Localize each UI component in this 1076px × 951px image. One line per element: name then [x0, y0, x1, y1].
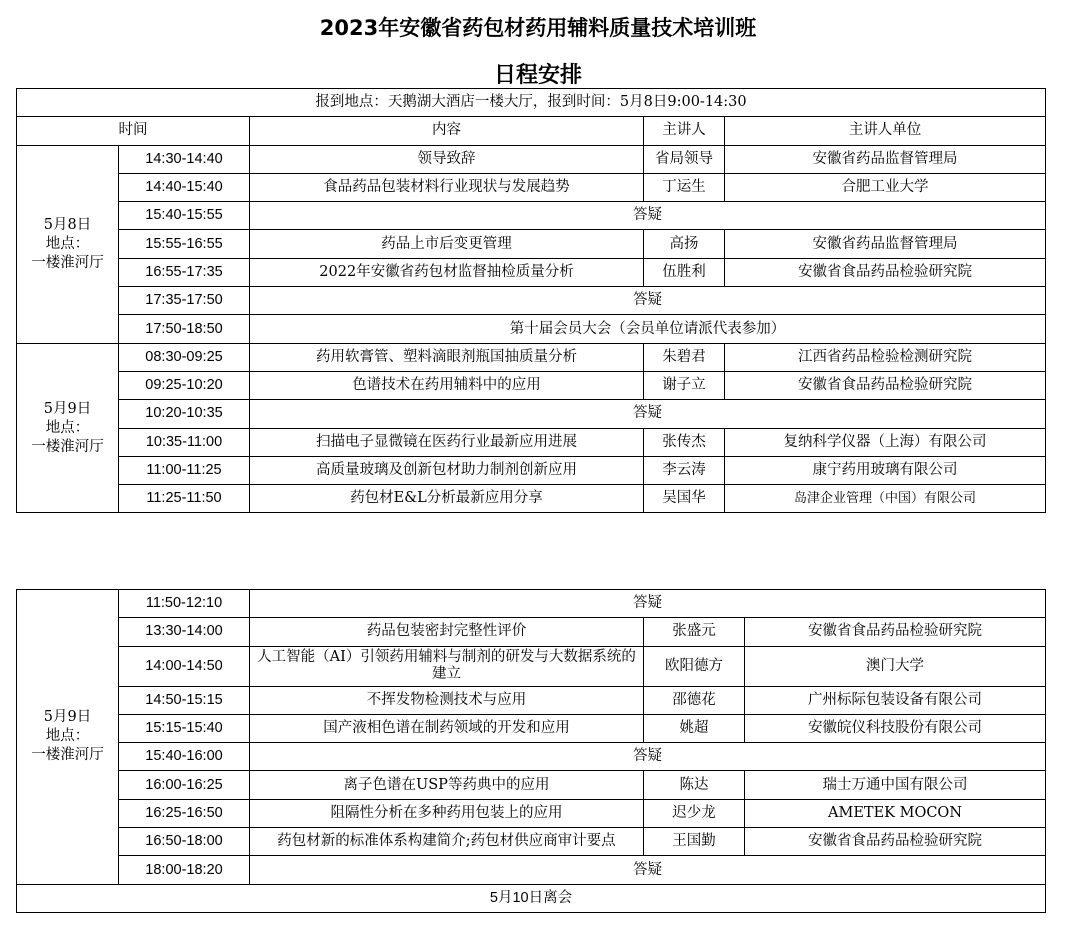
content-cell: 高质量玻璃及创新包材助力制剂创新应用 — [250, 456, 644, 484]
footer-row — [17, 884, 1046, 912]
unit-cell: 安徽皖仪科技股份有限公司 — [745, 714, 1046, 742]
schedule-row — [17, 173, 1046, 201]
day-label-line: 一楼淮河厅 — [31, 254, 104, 271]
unit-cell: 合肥工业大学 — [725, 173, 1046, 201]
time-cell: 14:40-15:40 — [119, 173, 250, 201]
content-cell: 食品药品包装材料行业现状与发展趋势 — [250, 173, 644, 201]
merged-session-cell: 答疑 — [250, 590, 1046, 618]
content-cell: 药品包装密封完整性评价 — [250, 618, 644, 646]
schedule-row — [17, 743, 1046, 771]
header-content: 内容 — [250, 117, 644, 145]
merged-session-cell: 答疑 — [250, 856, 1046, 884]
speaker-cell: 省局领导 — [644, 145, 725, 173]
schedule-row — [17, 799, 1046, 827]
time-cell: 11:50-12:10 — [119, 590, 250, 618]
schedule-row — [17, 456, 1046, 484]
merged-session-cell: 答疑 — [250, 400, 1046, 428]
time-cell: 16:50-18:00 — [119, 828, 250, 856]
time-cell: 14:00-14:50 — [119, 646, 250, 686]
header-unit: 主讲人单位 — [725, 117, 1046, 145]
registration-row — [17, 89, 1046, 117]
departure-note: 5月10日离会 — [17, 884, 1046, 912]
content-cell: 人工智能（AI）引领药用辅料与制剂的研发与大数据系统的建立 — [250, 646, 644, 686]
merged-session-cell: 答疑 — [250, 743, 1046, 771]
time-cell: 16:00-16:25 — [119, 771, 250, 799]
time-cell: 15:15-15:40 — [119, 714, 250, 742]
day-label-line: 一楼淮河厅 — [31, 438, 104, 455]
speaker-cell: 李云涛 — [644, 456, 725, 484]
schedule-row — [17, 230, 1046, 258]
time-cell: 09:25-10:20 — [119, 371, 250, 399]
unit-cell: 安徽省食品药品检验研究院 — [725, 371, 1046, 399]
schedule-row — [17, 646, 1046, 686]
time-cell: 15:40-16:00 — [119, 743, 250, 771]
schedule-row — [17, 145, 1046, 173]
speaker-cell: 丁运生 — [644, 173, 725, 201]
day-label-line: 地点： — [45, 235, 90, 252]
schedule-row — [17, 258, 1046, 286]
unit-cell: 康宁药用玻璃有限公司 — [725, 456, 1046, 484]
unit-cell: 安徽省食品药品检验研究院 — [745, 618, 1046, 646]
time-cell: 11:25-11:50 — [119, 485, 250, 513]
unit-cell: 安徽省食品药品检验研究院 — [745, 828, 1046, 856]
content-cell: 不挥发物检测技术与应用 — [250, 686, 644, 714]
time-cell: 14:50-15:15 — [119, 686, 250, 714]
content-cell: 色谱技术在药用辅料中的应用 — [250, 371, 644, 399]
schedule-row — [17, 828, 1046, 856]
time-cell: 17:35-17:50 — [119, 287, 250, 315]
header-speaker: 主讲人 — [644, 117, 725, 145]
schedule-row — [17, 714, 1046, 742]
unit-cell: 安徽省药品监督管理局 — [725, 230, 1046, 258]
schedule-row — [17, 287, 1046, 315]
time-cell: 14:30-14:40 — [119, 145, 250, 173]
speaker-cell: 张传杰 — [644, 428, 725, 456]
schedule-row — [17, 315, 1046, 343]
content-cell: 药包材E&L分析最新应用分享 — [250, 485, 644, 513]
time-cell: 15:55-16:55 — [119, 230, 250, 258]
schedule-row — [17, 400, 1046, 428]
content-cell: 领导致辞 — [250, 145, 644, 173]
schedule-row — [17, 590, 1046, 618]
header-row — [17, 117, 1046, 145]
day-label-may9 — [17, 343, 119, 513]
page-title: 2023年安徽省药包材药用辅料质量技术培训班 — [319, 16, 757, 40]
speaker-cell: 伍胜利 — [644, 258, 725, 286]
unit-cell: AMETEK MOCON — [745, 799, 1046, 827]
speaker-cell: 王国勤 — [644, 828, 745, 856]
time-cell: 10:35-11:00 — [119, 428, 250, 456]
speaker-cell: 邵德花 — [644, 686, 745, 714]
unit-cell: 澳门大学 — [745, 646, 1046, 686]
registration-info: 报到地点：天鹅湖大酒店一楼大厅，报到时间：5月8日9:00-14:30 — [17, 89, 1046, 117]
speaker-cell: 吴国华 — [644, 485, 725, 513]
merged-session-cell: 答疑 — [250, 287, 1046, 315]
time-cell: 10:20-10:35 — [119, 400, 250, 428]
day-label-line: 地点： — [45, 728, 90, 745]
content-cell: 药用软膏管、塑料滴眼剂瓶国抽质量分析 — [250, 343, 644, 371]
day-label-line: 5月9日 — [43, 709, 92, 726]
time-cell: 13:30-14:00 — [119, 618, 250, 646]
day-label-line: 5月8日 — [43, 216, 92, 233]
content-cell: 国产液相色谱在制药领域的开发和应用 — [250, 714, 644, 742]
merged-session-cell: 答疑 — [250, 202, 1046, 230]
unit-cell: 复纳科学仪器（上海）有限公司 — [725, 428, 1046, 456]
time-cell: 11:00-11:25 — [119, 456, 250, 484]
speaker-cell: 姚超 — [644, 714, 745, 742]
content-cell: 扫描电子显微镜在医药行业最新应用进展 — [250, 428, 644, 456]
time-cell: 08:30-09:25 — [119, 343, 250, 371]
unit-cell: 江西省药品检验检测研究院 — [725, 343, 1046, 371]
page-subtitle: 日程安排 — [493, 63, 582, 88]
unit-cell: 岛津企业管理（中国）有限公司 — [725, 485, 1046, 513]
time-cell: 18:00-18:20 — [119, 856, 250, 884]
day-label-line: 地点： — [45, 419, 90, 436]
content-cell: 2022年安徽省药包材监督抽检质量分析 — [250, 258, 644, 286]
schedule-table-part2 — [16, 589, 1046, 913]
day-label-may8 — [17, 145, 119, 343]
speaker-cell: 谢子立 — [644, 371, 725, 399]
content-cell: 阻隔性分析在多种药用包装上的应用 — [250, 799, 644, 827]
content-cell: 药包材新的标准体系构建简介;药包材供应商审计要点 — [250, 828, 644, 856]
schedule-table-part1 — [16, 88, 1046, 513]
schedule-row — [17, 343, 1046, 371]
schedule-row — [17, 485, 1046, 513]
time-cell: 16:55-17:35 — [119, 258, 250, 286]
schedule-row — [17, 371, 1046, 399]
day-label-may9-afternoon — [17, 590, 119, 885]
time-cell: 17:50-18:50 — [119, 315, 250, 343]
unit-cell: 广州标际包装设备有限公司 — [745, 686, 1046, 714]
schedule-row — [17, 686, 1046, 714]
schedule-row — [17, 202, 1046, 230]
schedule-row — [17, 771, 1046, 799]
unit-cell: 安徽省食品药品检验研究院 — [725, 258, 1046, 286]
day-label-line: 5月9日 — [43, 400, 92, 417]
speaker-cell: 陈达 — [644, 771, 745, 799]
day-label-line: 一楼淮河厅 — [31, 747, 104, 764]
speaker-cell: 朱碧君 — [644, 343, 725, 371]
merged-session-cell: 第十届会员大会（会员单位请派代表参加） — [250, 315, 1046, 343]
speaker-cell: 欧阳德方 — [644, 646, 745, 686]
speaker-cell: 张盛元 — [644, 618, 745, 646]
schedule-row — [17, 618, 1046, 646]
content-cell: 离子色谱在USP等药典中的应用 — [250, 771, 644, 799]
time-cell: 16:25-16:50 — [119, 799, 250, 827]
unit-cell: 瑞士万通中国有限公司 — [745, 771, 1046, 799]
header-time: 时间 — [17, 117, 250, 145]
unit-cell: 安徽省药品监督管理局 — [725, 145, 1046, 173]
schedule-row — [17, 856, 1046, 884]
speaker-cell: 高扬 — [644, 230, 725, 258]
content-cell: 药品上市后变更管理 — [250, 230, 644, 258]
schedule-row — [17, 428, 1046, 456]
speaker-cell: 迟少龙 — [644, 799, 745, 827]
time-cell: 15:40-15:55 — [119, 202, 250, 230]
